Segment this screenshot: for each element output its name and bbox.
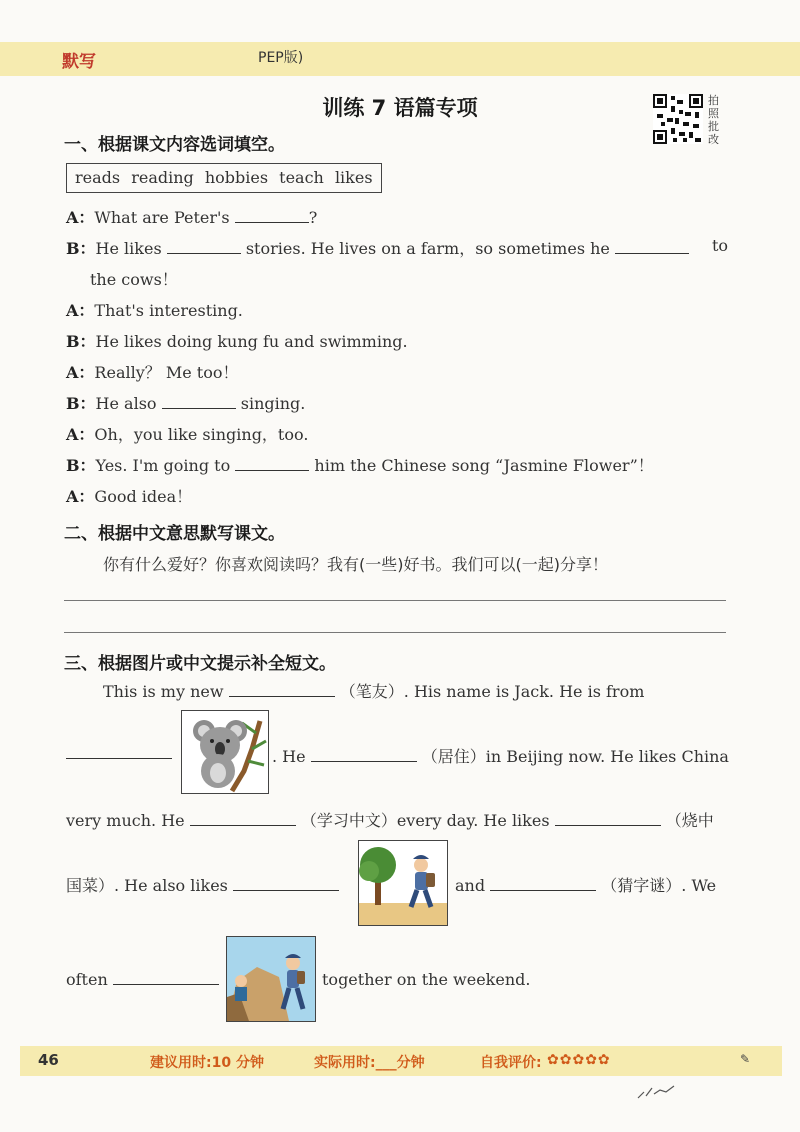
passage-line	[66, 744, 172, 763]
dialogue-line: A：What are Peter's ?	[66, 208, 318, 227]
passage-line: 国菜）. He also likes	[66, 873, 339, 896]
answer-blank[interactable]	[229, 682, 335, 697]
answer-blank[interactable]	[235, 208, 309, 223]
writing-line[interactable]	[64, 600, 726, 601]
answer-blank[interactable]	[555, 811, 661, 826]
actual-time: 实际用时:___分钟	[314, 1055, 425, 1071]
section2-heading: 二、根据中文意思默写课文。	[64, 524, 285, 544]
passage-line: . He （居住）in Beijing now. He likes China	[272, 747, 729, 766]
self-evaluation-label: 自我评价:	[480, 1055, 542, 1071]
suggested-time: 建议用时:10 分钟	[150, 1055, 264, 1071]
answer-blank[interactable]	[190, 811, 296, 826]
scribble-mark	[636, 1080, 676, 1102]
dialogue-line: B：He likes stories. He lives on a farm，so sometimes he to	[66, 236, 728, 258]
header-band	[0, 42, 800, 76]
dialogue-line: A：Good idea！	[66, 487, 193, 506]
dialogue-line: B：He also singing.	[66, 394, 306, 413]
koala-image	[181, 710, 269, 794]
passage-line: very much. He （学习中文）every day. He likes （烧中	[66, 811, 714, 830]
passage-line: This is my new （笔友）. His name is Jack. He is from	[103, 682, 645, 701]
page-title: 训练 7 语篇专项	[322, 96, 478, 120]
answer-blank[interactable]	[167, 239, 241, 254]
rating-stars[interactable]: ✿✿✿✿✿	[547, 1052, 611, 1068]
pencil-icon: ✎	[740, 1052, 751, 1066]
answer-blank[interactable]	[615, 239, 689, 254]
dialogue-line: A：Really？ Me too！	[66, 363, 239, 382]
climbing-boys-image	[226, 936, 316, 1022]
answer-blank[interactable]	[490, 876, 596, 891]
answer-blank[interactable]	[311, 747, 417, 762]
dialogue-line: A：Oh，you like singing，too.	[66, 425, 309, 444]
answer-blank[interactable]	[233, 876, 339, 891]
edition-label: PEP版)	[258, 50, 304, 66]
section2-prompt: 你有什么爱好？你喜欢阅读吗？我有(一些)好书。我们可以(一起)分享！	[103, 555, 608, 574]
writing-line[interactable]	[64, 632, 726, 633]
answer-blank[interactable]	[66, 744, 172, 759]
passage-line: and （猜字谜）. We	[455, 876, 717, 895]
answer-blank[interactable]	[235, 456, 309, 471]
dialogue-line: A：That's interesting.	[66, 301, 243, 320]
dialogue-line: the cows！	[90, 270, 178, 289]
hiking-boy-image	[358, 840, 448, 926]
answer-blank[interactable]	[113, 970, 219, 985]
section1-heading: 一、根据课文内容选词填空。	[64, 135, 285, 155]
answer-blank[interactable]	[162, 394, 236, 409]
passage-line: often	[66, 970, 219, 989]
page-number: 46	[38, 1051, 59, 1069]
qr-code-icon[interactable]	[653, 94, 703, 144]
dialogue-line: B：Yes. I'm going to him the Chinese song “Jasmine Flower”！	[66, 456, 654, 475]
dialogue-line: B：He likes doing kung fu and swimming.	[66, 332, 408, 351]
section3-heading: 三、根据图片或中文提示补全短文。	[64, 654, 336, 674]
word-bank: reads reading hobbies teach likes	[66, 163, 382, 193]
book-brand: 默写	[62, 52, 96, 72]
passage-line: together on the weekend.	[322, 970, 531, 989]
qr-label: 拍照批改	[708, 94, 719, 146]
